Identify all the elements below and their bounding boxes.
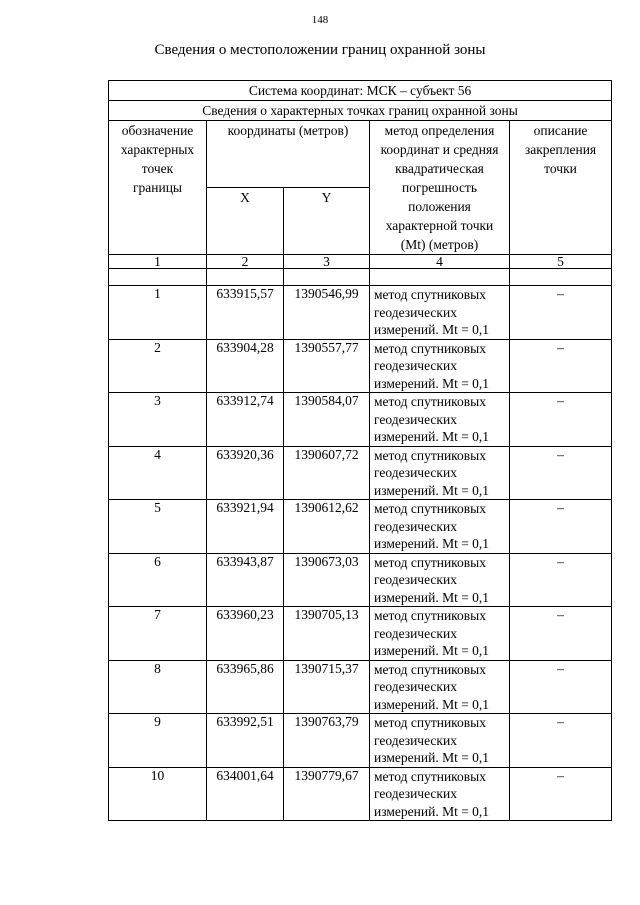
- coordinate-y: 1390779,67: [284, 767, 370, 821]
- column-number: 2: [207, 255, 284, 269]
- method-line: геодезических: [374, 518, 457, 534]
- header-line: точки: [544, 161, 577, 176]
- coordinate-x: 633992,51: [207, 714, 284, 768]
- header-line: положения: [408, 199, 471, 214]
- empty-cell: [109, 269, 207, 286]
- section-header: Сведения о характерных точках границ охранной зоны: [109, 101, 612, 121]
- table-row: [109, 286, 612, 340]
- coordinates-header: координаты (метров): [207, 121, 370, 188]
- empty-row: [109, 269, 612, 286]
- coordinate-y: 1390546,99: [284, 286, 370, 340]
- coordinate-system-row: [109, 81, 612, 101]
- column-number: 5: [510, 255, 612, 269]
- method-cell: [370, 714, 510, 768]
- x-header: X: [207, 188, 284, 255]
- point-description: –: [510, 500, 612, 554]
- empty-cell: [207, 269, 284, 286]
- method-line: измерений. Mt = 0,1: [374, 482, 490, 498]
- method-line: измерений. Mt = 0,1: [374, 589, 490, 605]
- point-designation-header: [109, 121, 207, 255]
- header-line: описание: [533, 123, 588, 138]
- point-id: 10: [109, 767, 207, 821]
- coordinate-x: 633912,74: [207, 393, 284, 447]
- column-header-row: [109, 121, 612, 188]
- page-number: 148: [311, 14, 329, 26]
- method-line: метод спутниковых: [374, 715, 486, 730]
- method-cell: [370, 286, 510, 340]
- table-row: [109, 767, 612, 821]
- column-number: 4: [370, 255, 510, 269]
- column-number-row: [109, 255, 612, 269]
- point-description: –: [510, 286, 612, 340]
- method-header: [370, 121, 510, 255]
- point-description: –: [510, 339, 612, 393]
- header-line: квадратическая: [395, 161, 484, 176]
- point-id: 4: [109, 446, 207, 500]
- method-line: геодезических: [374, 786, 457, 801]
- coordinate-y: 1390612,62: [284, 500, 370, 554]
- coordinate-y: 1390557,77: [284, 339, 370, 393]
- header-line: характерных: [120, 142, 195, 157]
- coordinate-y: 1390584,07: [284, 393, 370, 447]
- coordinate-y: 1390763,79: [284, 714, 370, 768]
- point-description: –: [510, 714, 612, 768]
- method-line: измерений. Mt = 0,1: [374, 429, 490, 444]
- point-id: 6: [109, 553, 207, 607]
- method-line: метод спутниковых: [374, 447, 486, 463]
- empty-cell: [510, 269, 612, 286]
- point-id: 3: [109, 393, 207, 447]
- column-number: 3: [284, 255, 370, 269]
- header-line: погрешность: [401, 180, 477, 195]
- method-line: геодезических: [374, 572, 457, 587]
- coordinate-x: 633943,87: [207, 553, 284, 607]
- coordinate-x: 633904,28: [207, 339, 284, 393]
- method-cell: [370, 339, 510, 393]
- y-header: Y: [284, 188, 370, 255]
- method-cell: [370, 446, 510, 500]
- coordinate-x: 634001,64: [207, 767, 284, 821]
- header-line: закрепления: [524, 142, 597, 157]
- point-description: –: [510, 660, 612, 714]
- header-line: (Mt) (метров): [400, 237, 479, 252]
- method-line: измерений. Mt = 0,1: [374, 803, 490, 819]
- header-line: точек: [141, 161, 174, 176]
- table-row: [109, 607, 612, 661]
- header-line: характерной точки: [385, 218, 494, 233]
- point-id: 8: [109, 660, 207, 714]
- method-line: измерений. Mt = 0,1: [374, 375, 490, 391]
- method-line: геодезических: [374, 358, 457, 373]
- description-header: [510, 121, 612, 255]
- coordinate-y: 1390673,03: [284, 553, 370, 607]
- method-cell: [370, 393, 510, 447]
- empty-cell: [284, 269, 370, 286]
- point-description: –: [510, 393, 612, 447]
- method-line: измерений. Mt = 0,1: [374, 696, 490, 712]
- coordinate-x: 633920,36: [207, 446, 284, 500]
- coordinate-x: 633965,86: [207, 660, 284, 714]
- point-id: 5: [109, 500, 207, 554]
- method-cell: [370, 607, 510, 661]
- coordinate-x: 633915,57: [207, 286, 284, 340]
- point-id: 7: [109, 607, 207, 661]
- method-line: измерений. Mt = 0,1: [374, 750, 490, 765]
- coordinate-y: 1390705,13: [284, 607, 370, 661]
- method-line: геодезических: [374, 732, 457, 748]
- method-cell: [370, 500, 510, 554]
- method-line: метод спутниковых: [374, 608, 486, 623]
- method-line: метод спутниковых: [374, 287, 486, 302]
- coordinate-x: 633960,23: [207, 607, 284, 661]
- coordinate-x: 633921,94: [207, 500, 284, 554]
- method-line: геодезических: [374, 411, 457, 427]
- method-line: измерений. Mt = 0,1: [374, 536, 490, 551]
- boundary-points-table: [108, 80, 612, 821]
- section-header-row: [109, 101, 612, 121]
- point-id: 1: [109, 286, 207, 340]
- method-line: геодезических: [374, 304, 457, 320]
- coordinate-system-header: Система координат: МСК – субъект 56: [109, 81, 612, 101]
- empty-cell: [370, 269, 510, 286]
- method-cell: [370, 660, 510, 714]
- point-id: 2: [109, 339, 207, 393]
- header-line: метод определения: [384, 123, 495, 138]
- table-row: [109, 393, 612, 447]
- method-line: метод спутниковых: [374, 501, 486, 516]
- header-line: обозначение: [121, 123, 194, 138]
- point-id: 9: [109, 714, 207, 768]
- method-line: метод спутниковых: [374, 768, 486, 784]
- method-line: измерений. Mt = 0,1: [374, 643, 490, 658]
- header-line: границы: [132, 180, 183, 195]
- table-row: [109, 500, 612, 554]
- header-line: координат и средняя: [380, 142, 499, 157]
- method-line: измерений. Mt = 0,1: [374, 322, 490, 337]
- point-description: –: [510, 446, 612, 500]
- table-row: [109, 660, 612, 714]
- table-row: [109, 553, 612, 607]
- coordinate-y: 1390607,72: [284, 446, 370, 500]
- coordinate-y: 1390715,37: [284, 660, 370, 714]
- table-row: [109, 446, 612, 500]
- method-line: геодезических: [374, 679, 457, 694]
- method-cell: [370, 767, 510, 821]
- column-number: 1: [109, 255, 207, 269]
- point-description: –: [510, 767, 612, 821]
- table-row: [109, 714, 612, 768]
- method-line: метод спутниковых: [374, 394, 486, 409]
- document-title: Сведения о местоположении границ охранной зоны: [154, 42, 486, 58]
- method-line: геодезических: [374, 465, 457, 480]
- method-line: геодезических: [374, 625, 457, 641]
- point-description: –: [510, 553, 612, 607]
- method-line: метод спутниковых: [374, 661, 486, 677]
- method-line: метод спутниковых: [374, 340, 486, 356]
- point-description: –: [510, 607, 612, 661]
- method-line: метод спутниковых: [374, 554, 486, 570]
- method-cell: [370, 553, 510, 607]
- table-row: [109, 339, 612, 393]
